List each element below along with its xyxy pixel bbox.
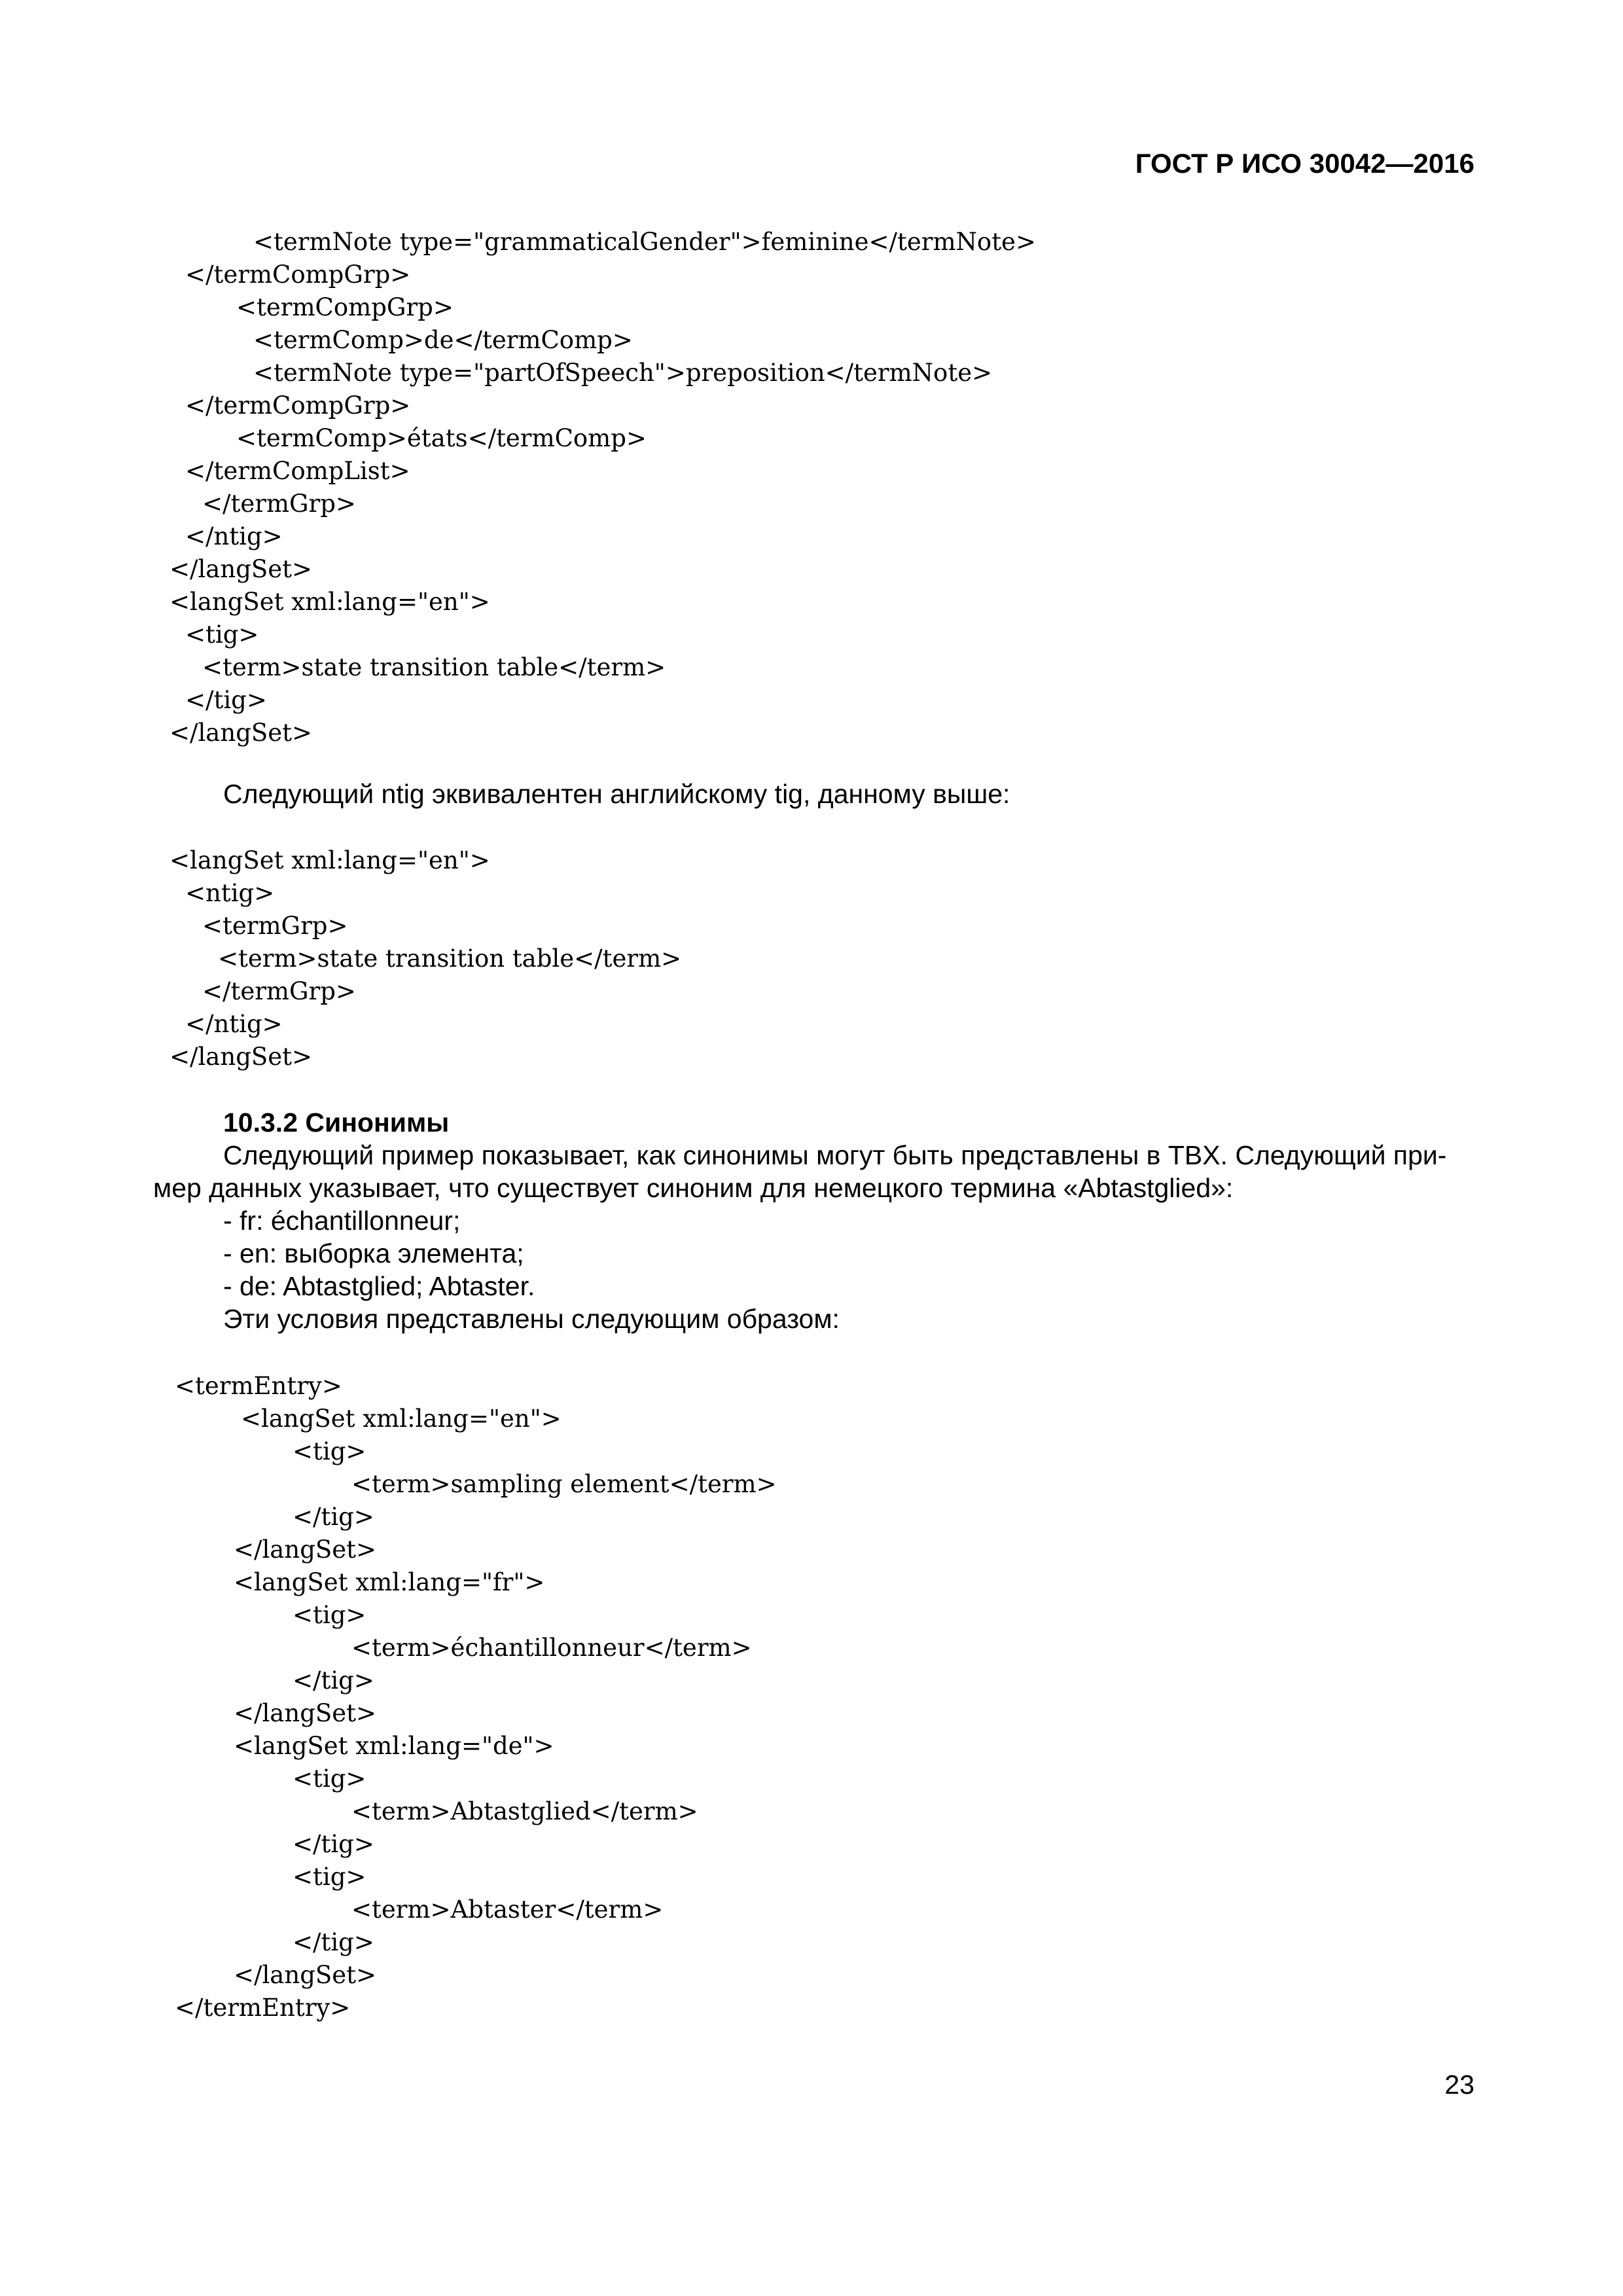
paragraph: Эти условия представлены следующим образом:: [223, 1304, 840, 1334]
code-line: <termGrp>: [202, 912, 348, 940]
code-line: </termCompGrp>: [185, 391, 411, 420]
code-line: </langSet>: [169, 555, 312, 583]
code-line: </termEntry>: [175, 1994, 351, 2022]
code-line: </langSet>: [234, 1961, 376, 1989]
code-line: <ntig>: [185, 879, 275, 907]
code-line: <langSet xml:lang="de">: [234, 1732, 554, 1760]
code-line: <term>Abtaster</term>: [351, 1895, 664, 1924]
code-line: </ntig>: [185, 522, 283, 550]
code-line: </termGrp>: [202, 977, 356, 1005]
code-line: <term>state transition table</term>: [202, 653, 666, 681]
code-line: </langSet>: [169, 1043, 312, 1071]
code-line: <termComp>états</termComp>: [236, 424, 647, 452]
code-line: <termNote type="partOfSpeech">preposition</termNote>: [253, 359, 993, 387]
code-line: </tig>: [185, 686, 267, 714]
code-line: <tig>: [293, 1863, 366, 1891]
list-item: - fr: échantillonneur;: [223, 1206, 461, 1236]
standard-code-header: ГОСТ Р ИСО 30042—2016: [1135, 148, 1474, 179]
paragraph: Следующий пример показывает, как синонимы могут быть представлены в TBX. Следующий при-: [223, 1140, 1447, 1170]
code-line: <termCompGrp>: [236, 293, 454, 321]
code-line: </tig>: [293, 1928, 374, 1956]
code-line: <term>state transition table</term>: [218, 944, 682, 973]
code-line: </termCompGrp>: [185, 260, 411, 289]
paragraph: мер данных указывает, что существует синоним для немецкого термина «Abtastglied»:: [153, 1173, 1234, 1203]
list-item: - de: Abtastglied; Abtaster.: [223, 1271, 535, 1301]
code-line: <termEntry>: [175, 1372, 342, 1400]
code-line: <langSet xml:lang="en">: [241, 1405, 562, 1433]
code-line: </termCompList>: [185, 457, 410, 485]
code-line: <termComp>de</termComp>: [253, 326, 633, 354]
list-item: - en: выборка элемента;: [223, 1238, 524, 1268]
code-line: <term>sampling element</term>: [351, 1470, 777, 1498]
section-heading: 10.3.2 Синонимы: [223, 1107, 450, 1138]
code-line: </langSet>: [234, 1699, 376, 1727]
code-line: </termGrp>: [202, 490, 356, 518]
code-line: </langSet>: [234, 1535, 376, 1564]
code-line: <langSet xml:lang="en">: [169, 588, 490, 616]
code-line: <tig>: [293, 1601, 366, 1629]
code-line: <tig>: [185, 620, 259, 649]
code-line: <tig>: [293, 1437, 366, 1465]
code-line: <tig>: [293, 1765, 366, 1793]
paragraph: Следующий ntig эквивалентен английскому tig, данному выше:: [223, 779, 1010, 809]
code-line: <termNote type="grammaticalGender">feminine</termNote>: [253, 228, 1036, 256]
code-line: </tig>: [293, 1666, 374, 1695]
page-number: 23: [1444, 2070, 1474, 2100]
code-line: <langSet xml:lang="fr">: [234, 1568, 545, 1596]
code-line: </tig>: [293, 1503, 374, 1531]
code-line: </langSet>: [169, 719, 312, 747]
code-line: <term>échantillonneur</term>: [351, 1634, 752, 1662]
code-line: </tig>: [293, 1830, 374, 1858]
code-line: </ntig>: [185, 1010, 283, 1038]
code-line: <term>Abtastglied</term>: [351, 1797, 698, 1825]
code-line: <langSet xml:lang="en">: [169, 846, 490, 874]
